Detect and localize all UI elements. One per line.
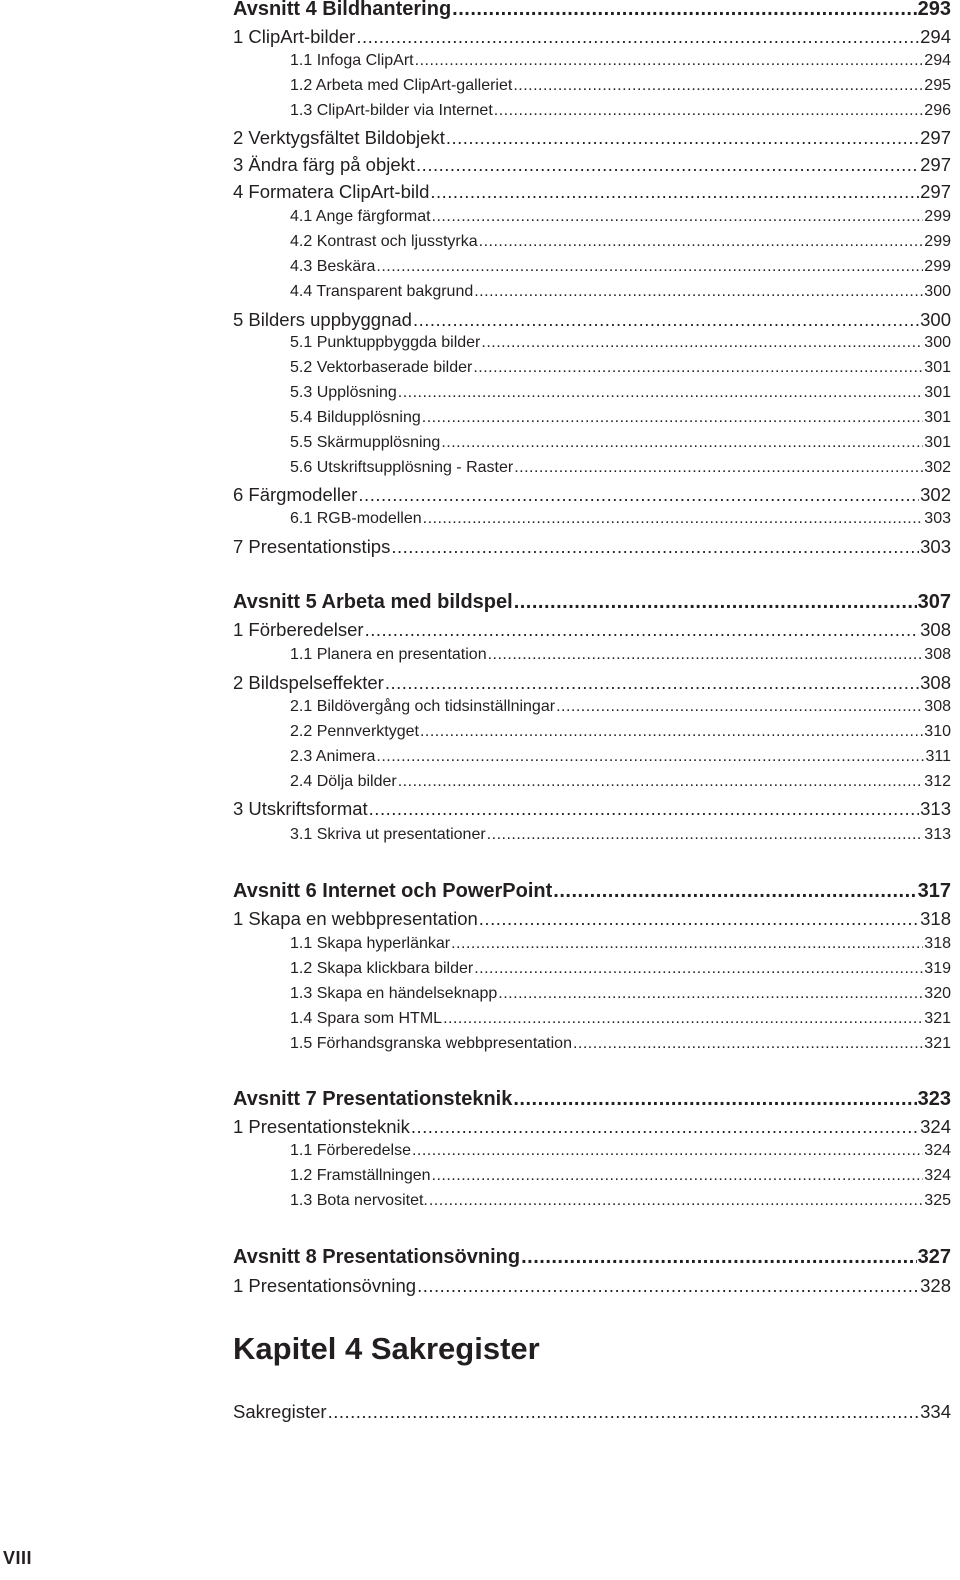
toc-entry-title: 5.6 Utskriftsupplösning - Raster xyxy=(290,459,514,476)
toc-entry-title: 2 Bildspelseffekter xyxy=(233,672,384,693)
toc-entry-title: 3 Ändra färg på objekt xyxy=(233,154,416,175)
toc-entry-title: 6.1 RGB-modellen xyxy=(290,510,422,527)
toc-entry-2-1-bildovergang-och-tidsinstallningar xyxy=(233,698,951,716)
dot-leader xyxy=(411,1116,919,1138)
toc-entry-page: 300 xyxy=(924,334,951,351)
toc-entry-page: 308 xyxy=(920,672,951,693)
dot-leader xyxy=(398,773,924,791)
dot-leader xyxy=(443,1010,923,1028)
dot-leader xyxy=(474,283,923,301)
toc-entry-1-4-spara-som-html xyxy=(233,1010,951,1028)
toc-entry-2-2-pennverktyget xyxy=(233,723,951,741)
toc-entry-page: 311 xyxy=(925,748,951,765)
toc-entry-1-forberedelser xyxy=(233,619,951,641)
toc-entry-title: 2.1 Bildövergång och tidsinställningar xyxy=(290,698,556,715)
toc-entry-page: 310 xyxy=(924,723,951,740)
toc-entry-page: 320 xyxy=(924,985,951,1002)
dot-leader xyxy=(487,826,924,844)
toc-entry-5-6-utskriftsupplosning-raster xyxy=(233,459,951,477)
toc-entry-6-fargmodeller xyxy=(233,484,951,506)
dot-leader xyxy=(441,434,923,452)
toc-entry-title: 2 Verktygsfältet Bildobjekt xyxy=(233,127,445,148)
toc-entry-title: 1 Skapa en webbpresentation xyxy=(233,908,478,929)
toc-entry-page: 321 xyxy=(924,1035,951,1052)
dot-leader xyxy=(514,459,923,477)
toc-entry-title: 1 Förberedelser xyxy=(233,619,364,640)
dot-leader xyxy=(420,723,923,741)
toc-entry-1-presentationsteknik xyxy=(233,1116,951,1138)
dot-leader xyxy=(473,359,923,377)
toc-entry-title: Avsnitt 4 Bildhantering xyxy=(233,0,452,20)
dot-leader xyxy=(369,798,919,820)
toc-entry-2-verktygsfaltet-bildobjekt xyxy=(233,127,951,149)
dot-leader xyxy=(328,1401,920,1423)
toc-entry-page: 303 xyxy=(920,536,951,557)
toc-section-avsnitt-6-internet-och-powerpoint xyxy=(233,880,951,903)
toc-entry-1-3-skapa-en-handelseknapp xyxy=(233,985,951,1003)
dot-leader xyxy=(432,208,924,226)
toc-entry-title: 1.2 Arbeta med ClipArt-galleriet xyxy=(290,77,513,94)
toc-entry-page: 294 xyxy=(920,26,951,47)
toc-entry-title: Avsnitt 6 Internet och PowerPoint xyxy=(233,880,553,902)
toc-entry-title: 1 Presentationsteknik xyxy=(233,1116,410,1137)
toc-entry-1-2-arbeta-med-clipart-galleriet xyxy=(233,77,951,95)
toc-entry-page: 307 xyxy=(917,591,951,613)
toc-entry-page: 334 xyxy=(920,1401,951,1422)
toc-entry-page: 299 xyxy=(924,258,951,275)
toc-entry-3-utskriftsformat xyxy=(233,798,951,820)
toc-entry-title: 1.5 Förhandsgranska webbpresentation xyxy=(290,1035,572,1052)
dot-leader xyxy=(422,409,924,427)
toc-entry-title: 5.5 Skärmupplösning xyxy=(290,434,441,451)
toc-entry-page: 301 xyxy=(924,434,951,451)
toc-entry-page: 293 xyxy=(917,0,951,20)
dot-leader xyxy=(521,1246,917,1269)
toc-entry-page: 299 xyxy=(924,233,951,250)
toc-entry-2-bildspelseffekter xyxy=(233,672,951,694)
toc-entry-page: 328 xyxy=(920,1275,951,1296)
toc-entry-page: 319 xyxy=(924,960,951,977)
dot-leader xyxy=(413,309,919,331)
dot-leader xyxy=(385,672,919,694)
toc-entry-1-2-skapa-klickbara-bilder xyxy=(233,960,951,978)
toc-entry-3-1-skriva-ut-presentationer xyxy=(233,826,951,844)
toc-entry-2-3-animera xyxy=(233,748,951,766)
toc-entry-page: 295 xyxy=(924,77,951,94)
page-number: VIII xyxy=(3,1548,33,1568)
dot-leader xyxy=(412,1142,923,1160)
toc-entry-page: 308 xyxy=(924,646,951,663)
toc-entry-page: 312 xyxy=(924,773,951,790)
toc-entry-page: 313 xyxy=(924,826,951,843)
toc-entry-page: 294 xyxy=(924,52,951,69)
toc-entry-title: Avsnitt 7 Presentationsteknik xyxy=(233,1088,513,1110)
toc-entry-1-1-forberedelse xyxy=(233,1142,951,1160)
toc-entry-page: 302 xyxy=(924,459,951,476)
toc-entry-title: 4.4 Transparent bakgrund xyxy=(290,283,474,300)
dot-leader xyxy=(365,619,920,641)
toc-entry-1-1-planera-en-presentation xyxy=(233,646,951,664)
toc-entry-title: 1 Presentationsövning xyxy=(233,1275,417,1296)
dot-leader xyxy=(488,646,924,664)
toc-entry-sakregister xyxy=(233,1401,951,1423)
toc-entry-5-1-punktuppbyggda-bilder xyxy=(233,334,951,352)
toc-entry-title: 1.4 Spara som HTML xyxy=(290,1010,443,1027)
dot-leader xyxy=(451,935,923,953)
toc-entry-title: 1.1 Infoga ClipArt xyxy=(290,52,414,69)
toc-entry-4-1-ange-fargformat xyxy=(233,208,951,226)
dot-leader xyxy=(356,26,919,48)
dot-leader xyxy=(479,233,924,251)
toc-entry-1-1-infoga-clipart xyxy=(233,52,951,70)
toc-entry-title: 1.3 Skapa en händelseknapp xyxy=(290,985,498,1002)
toc-entry-title: 1.3 ClipArt-bilder via Internet xyxy=(290,102,493,119)
dot-leader xyxy=(415,52,924,70)
toc-entry-page: 308 xyxy=(924,698,951,715)
toc-entry-2-4-dolja-bilder xyxy=(233,773,951,791)
dot-leader xyxy=(498,985,923,1003)
toc-entry-1-3-clipart-bilder-via-internet xyxy=(233,102,951,120)
dot-leader xyxy=(479,908,919,930)
toc-entry-3-andra-farg-pa-objekt xyxy=(233,154,951,176)
toc-entry-page: 303 xyxy=(924,510,951,527)
toc-entry-1-2-framstallningen xyxy=(233,1167,951,1185)
toc-entry-title: Avsnitt 8 Presentationsövning xyxy=(233,1246,521,1268)
toc-entry-page: 325 xyxy=(924,1192,951,1209)
toc-entry-title: 6 Färgmodeller xyxy=(233,484,358,505)
toc-entry-title: 3.1 Skriva ut presentationer xyxy=(290,826,486,843)
toc-entry-page: 321 xyxy=(924,1010,951,1027)
dot-leader xyxy=(514,591,917,614)
toc-entry-5-3-upplosning xyxy=(233,384,951,402)
toc-entry-page: 318 xyxy=(920,908,951,929)
toc-entry-title: Sakregister xyxy=(233,1401,327,1422)
toc-section-avsnitt-4-bildhantering xyxy=(233,0,951,21)
toc-section-avsnitt-5-arbeta-med-bildspel xyxy=(233,591,951,614)
dot-leader xyxy=(398,384,924,402)
toc-entry-1-1-skapa-hyperlankar xyxy=(233,935,951,953)
toc-entry-title: 3 Utskriftsformat xyxy=(233,798,368,819)
chapter-heading: Kapitel 4 Sakregister xyxy=(233,1331,540,1366)
toc-entry-title: 1.2 Skapa klickbara bilder xyxy=(290,960,474,977)
toc-entry-page: 299 xyxy=(924,208,951,225)
toc-entry-title: 5.1 Punktuppbyggda bilder xyxy=(290,334,481,351)
dot-leader xyxy=(423,510,924,528)
toc-entry-title: 7 Presentationstips xyxy=(233,536,391,557)
toc-entry-page: 324 xyxy=(924,1167,951,1184)
dot-leader xyxy=(446,127,919,149)
dot-leader xyxy=(553,880,916,903)
toc-entry-page: 300 xyxy=(924,283,951,300)
dot-leader xyxy=(376,748,924,766)
dot-leader xyxy=(358,484,919,506)
toc-entry-title: 4 Formatera ClipArt-bild xyxy=(233,181,430,202)
toc-entry-1-3-bota-nervositet xyxy=(233,1192,951,1210)
toc-entry-page: 323 xyxy=(917,1088,951,1110)
toc-entry-page: 300 xyxy=(920,309,951,330)
dot-leader xyxy=(416,154,919,176)
dot-leader xyxy=(391,536,919,558)
toc-entry-page: 327 xyxy=(917,1246,951,1268)
toc-entry-title: Avsnitt 5 Arbeta med bildspel xyxy=(233,591,513,613)
toc-entry-5-4-bildupplosning xyxy=(233,409,951,427)
toc-entry-title: 2.3 Animera xyxy=(290,748,376,765)
toc-entry-1-clipart-bilder xyxy=(233,26,951,48)
toc-entry-4-4-transparent-bakgrund xyxy=(233,283,951,301)
dot-leader xyxy=(494,102,924,120)
dot-leader xyxy=(432,1167,924,1185)
toc-entry-title: 5.3 Upplösning xyxy=(290,384,397,401)
toc-entry-4-formatera-clipart-bild xyxy=(233,181,951,203)
toc-entry-1-5-forhandsgranska-webbpresentation xyxy=(233,1035,951,1053)
dot-leader xyxy=(376,258,923,276)
dot-leader xyxy=(429,1192,923,1210)
toc-section-avsnitt-8-presentationsovning xyxy=(233,1246,951,1269)
toc-entry-5-bilders-uppbyggnad xyxy=(233,309,951,331)
dot-leader xyxy=(417,1275,919,1297)
toc-entry-title: 5 Bilders uppbyggnad xyxy=(233,309,412,330)
toc-entry-title: 1.1 Förberedelse xyxy=(290,1142,411,1159)
toc-entry-7-presentationstips xyxy=(233,536,951,558)
toc-entry-5-2-vektorbaserade-bilder xyxy=(233,359,951,377)
toc-entry-page: 317 xyxy=(917,880,951,902)
dot-leader xyxy=(430,181,919,203)
toc-entry-1-presentationsovning xyxy=(233,1275,951,1297)
toc-entry-title: 4.3 Beskära xyxy=(290,258,376,275)
toc-entry-title: 5.4 Bildupplösning xyxy=(290,409,421,426)
toc-entry-page: 297 xyxy=(920,127,951,148)
dot-leader xyxy=(556,698,923,716)
toc-entry-5-5-skarmupplosning xyxy=(233,434,951,452)
dot-leader xyxy=(481,334,923,352)
toc-entry-title: 1.3 Bota nervositet. xyxy=(290,1192,428,1209)
dot-leader xyxy=(573,1035,923,1053)
dot-leader xyxy=(513,1088,916,1111)
toc-entry-page: 301 xyxy=(924,409,951,426)
toc-entry-page: 302 xyxy=(920,484,951,505)
toc-entry-page: 308 xyxy=(920,619,951,640)
toc-entry-page: 296 xyxy=(924,102,951,119)
toc-entry-4-3-beskara xyxy=(233,258,951,276)
toc-entry-title: 5.2 Vektorbaserade bilder xyxy=(290,359,473,376)
toc-entry-page: 313 xyxy=(920,798,951,819)
toc-entry-page: 297 xyxy=(920,181,951,202)
toc-entry-page: 318 xyxy=(924,935,951,952)
toc-section-avsnitt-7-presentationsteknik xyxy=(233,1088,951,1111)
dot-leader xyxy=(452,0,916,21)
toc-entry-6-1-rgb-modellen xyxy=(233,510,951,528)
toc-entry-title: 2.2 Pennverktyget xyxy=(290,723,419,740)
toc-entry-title: 1 ClipArt-bilder xyxy=(233,26,356,47)
dot-leader xyxy=(513,77,923,95)
toc-entry-title: 1.2 Framställningen xyxy=(290,1167,431,1184)
toc-entry-page: 297 xyxy=(920,154,951,175)
toc-entry-4-2-kontrast-och-ljusstyrka xyxy=(233,233,951,251)
toc-entry-page: 324 xyxy=(924,1142,951,1159)
toc-entry-title: 1.1 Planera en presentation xyxy=(290,646,487,663)
dot-leader xyxy=(474,960,923,978)
toc-entry-page: 324 xyxy=(920,1116,951,1137)
toc-entry-title: 4.1 Ange färgformat xyxy=(290,208,431,225)
toc-entry-page: 301 xyxy=(924,359,951,376)
toc-entry-page: 301 xyxy=(924,384,951,401)
toc-entry-1-skapa-en-webbpresentation xyxy=(233,908,951,930)
toc-entry-title: 4.2 Kontrast och ljusstyrka xyxy=(290,233,478,250)
toc-entry-title: 2.4 Dölja bilder xyxy=(290,773,397,790)
toc-entry-title: 1.1 Skapa hyperlänkar xyxy=(290,935,451,952)
